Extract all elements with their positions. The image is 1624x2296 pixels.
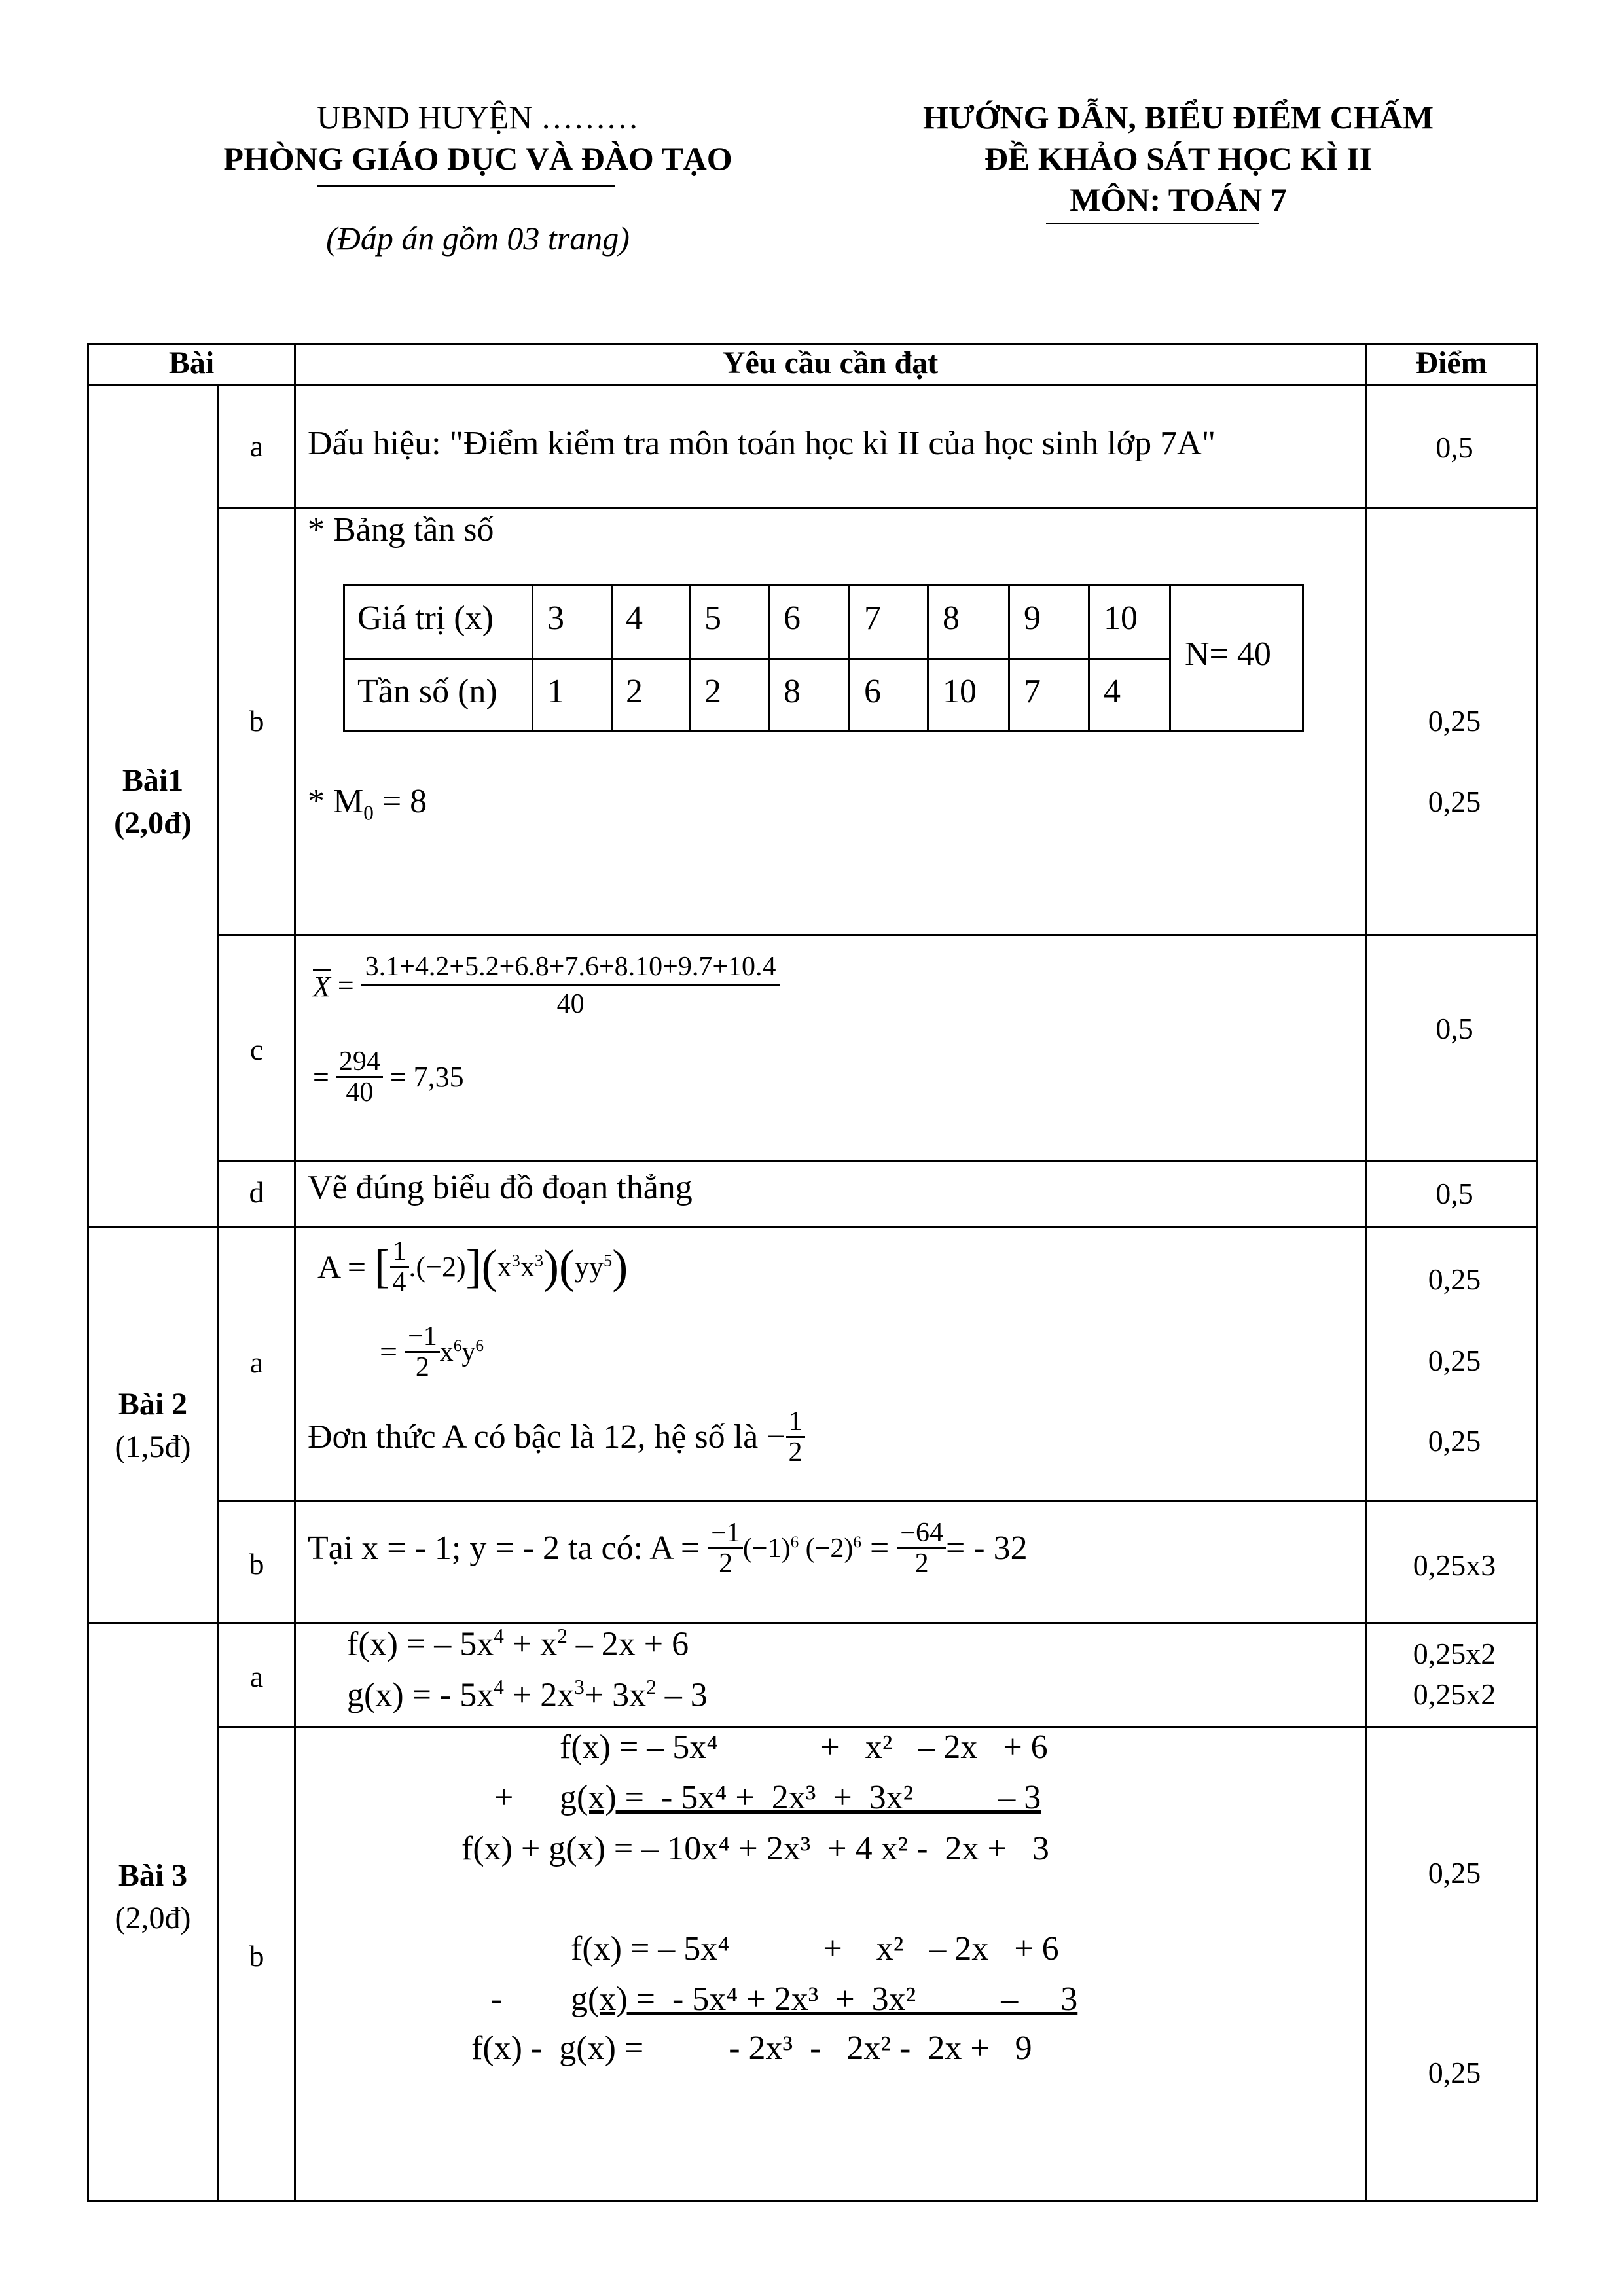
freq-count: 2 [704,673,721,710]
bai2-a-point2: 0,25 [1428,1344,1481,1377]
bai1-a-text: Dấu hiệu: "Điểm kiểm tra môn toán học kì II của học sinh lớp 7A" [308,425,1216,462]
col-header-diem: Điểm [1415,346,1487,380]
bai3-a-point1: 0,25x2 [1413,1637,1496,1670]
bai3-sum-g: g(x) = - 5x⁴ + 2x³ + 3x² – 3 [560,1779,1041,1816]
bai1-b-label: b [249,704,264,738]
bai3-a-label: a [249,1660,264,1693]
header-right-line3: MÔN: TOÁN 7 [1070,181,1287,218]
bai3-diff-f: f(x) = – 5x⁴ + x² – 2x + 6 [571,1930,1059,1967]
header-left-line2: PHÒNG GIÁO DỤC VÀ ĐÀO TẠO [223,140,732,177]
bai1-b-point2: 0,25 [1428,785,1481,818]
freq-value: 9 [1024,600,1041,637]
bai3-b-point1: 0,25 [1428,1856,1481,1890]
freq-count: 4 [1104,673,1121,710]
bai1-c-mean-result: = $\frac{294}{40}$ = 7,35 [313,1047,464,1108]
freq-count: 1 [547,673,564,710]
freq-value: 5 [704,600,721,637]
bai2-b-text: Tại x = - 1; y = - 2 ta có: A = $\frac{-1}{2}$ $(-1)^6$ $(-2)^6$ = $\frac{-64}{2}$ = - 32 [308,1518,1028,1579]
bai1-c-label: c [249,1033,264,1066]
bai1-b-point1: 0,25 [1428,704,1481,738]
col-header-yeucau: Yêu cầu cần đạt [722,346,939,380]
freq-value: 3 [547,600,564,637]
bai3-a-g: g(x) = - $5x^4 + 2x^3+ 3x^2 - 3$ [347,1676,708,1714]
bai1-score: (2,0đ) [114,806,192,840]
bai2-score: (1,5đ) [115,1429,191,1464]
freq-value: 8 [943,600,960,637]
freq-count: 10 [943,673,977,710]
freq-total: N= 40 [1185,636,1271,673]
freq-count: 2 [626,673,643,710]
freq-count: 7 [1024,673,1041,710]
bai2-title: Bài 2 [118,1387,188,1422]
bai3-a-f: f(x) = – $5x^4 + x^2 - 2x + 6$ [347,1624,689,1663]
header-right-line2: ĐỀ KHẢO SÁT HỌC KÌ II [984,140,1373,177]
bai3-sum-plus: + [494,1779,514,1816]
bai2-b-point: 0,25x3 [1413,1549,1496,1582]
bai1-c-point: 0,5 [1435,1012,1473,1045]
bai1-a-label: a [249,429,264,463]
bai2-a-line1: A = [ $\frac{1}{4}$ $.(-2)](x^3x^3)(yy^5)$ [317,1236,628,1298]
col-header-bai: Bài [168,346,215,380]
bai2-a-line3: Đơn thức A có bậc là 12, hệ số là − $\frac{1}{2}$ [308,1407,805,1467]
header-left-line1: UBND HUYỆN ……… [317,99,639,135]
bai1-d-point: 0,5 [1435,1177,1473,1210]
bai1-c-mean-formula: X = $\frac{3.1+4.2+5.2+6.8+7.6+8.10+9.7+10.4}{40}$ [313,952,780,1018]
freq-value: 10 [1104,600,1138,637]
bai3-diff-minus: - [491,1981,503,2018]
bai2-a-point1: 0,25 [1428,1263,1481,1296]
bai3-diff-result: f(x) - g(x) = - 2x³ - 2x² - 2x + 9 [471,2030,1032,2067]
header-left-underline [317,185,615,187]
bai3-diff-g: g(x) = - 5x⁴ + 2x³ + 3x² – 3 [571,1981,1078,2018]
bai1-b-heading: * Bảng tần số [308,511,494,548]
bai3-title: Bài 3 [118,1858,188,1893]
freq-row1-label: Giá trị (x) [357,600,494,637]
bai1-title: Bài1 [122,763,184,798]
bai2-a-line2: = $\frac{-1}{2}$ $x^6y^6$ [380,1321,484,1383]
freq-value: 7 [864,600,881,637]
bai2-b-label: b [249,1547,264,1581]
freq-row2-label: Tần số (n) [357,673,497,710]
bai1-b-mode: * $M_0 = 8$ [308,783,427,825]
header-note: (Đáp án gồm 03 trang) [326,220,630,257]
freq-count: 6 [864,673,881,710]
freq-value: 6 [784,600,801,637]
bai3-b-label: b [249,1939,264,1973]
header-right-line1: HƯỚNG DẪN, BIỂU ĐIỂM CHẤM [922,99,1434,135]
bai2-a-label: a [249,1346,264,1379]
bai3-a-point2: 0,25x2 [1413,1677,1496,1711]
bai3-b-point2: 0,25 [1428,2056,1481,2089]
freq-value: 4 [626,600,643,637]
bai1-d-text: Vẽ đúng biểu đồ đoạn thẳng [308,1169,693,1206]
freq-count: 8 [784,673,801,710]
bai3-sum-result: f(x) + g(x) = – 10x⁴ + 2x³ + 4 x² - 2x + 3 [461,1830,1049,1867]
bai3-sum-f: f(x) = – 5x⁴ + x² – 2x + 6 [560,1729,1048,1766]
bai2-a-point3: 0,25 [1428,1424,1481,1458]
bai1-d-label: d [249,1175,264,1209]
bai1-a-point: 0,5 [1435,431,1473,464]
bai3-score: (2,0đ) [115,1901,191,1935]
header-right-underline [1046,223,1259,224]
